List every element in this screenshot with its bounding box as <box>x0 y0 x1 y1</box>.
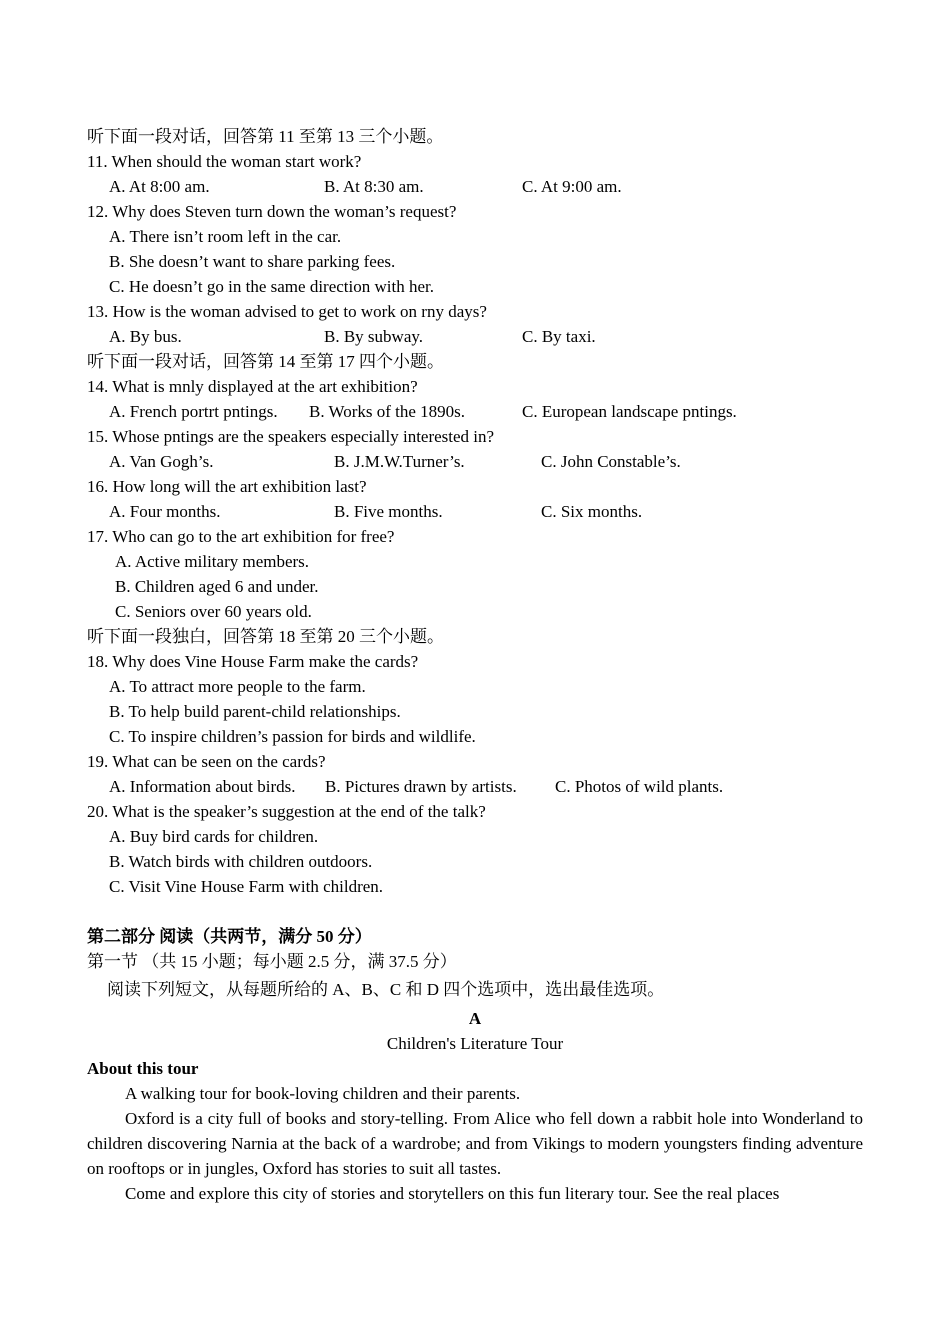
option-c: C. To inspire children’s passion for birds and wildlife. <box>109 727 476 746</box>
option-c: C. Visit Vine House Farm with children. <box>109 877 384 896</box>
option-b: B. She doesn’t want to share parking fees. <box>109 252 396 271</box>
question-18: 18. Why does Vine House Farm make the cards? <box>87 652 419 671</box>
option-b: B. By subway. <box>324 327 424 346</box>
question-15: 15. Whose pntings are the speakers especially interested in? <box>87 427 495 446</box>
question-14-options <box>87 399 863 424</box>
option-b: B. Five months. <box>334 502 443 521</box>
option-a: A. To attract more people to the farm. <box>109 677 366 696</box>
option-b: B. To help build parent-child relationships. <box>109 702 401 721</box>
section-intro-18-20: 听下面一段独白，回答第 18 至第 20 三个小题。 <box>87 627 444 646</box>
question-19: 19. What can be seen on the cards? <box>87 752 326 771</box>
option-b: B. J.M.W.Turner’s. <box>334 452 465 471</box>
option-b: B. Works of the 1890s. <box>309 402 466 421</box>
option-c: C. Seniors over 60 years old. <box>115 602 312 621</box>
option-a: A. By bus. <box>109 327 182 346</box>
option-c: C. He doesn’t go in the same direction with her. <box>109 277 434 296</box>
option-a: A. At 8:00 am. <box>109 177 210 196</box>
question-13: 13. How is the woman advised to get to work on rny days? <box>87 302 487 321</box>
question-14: 14. What is mnly displayed at the art exhibition? <box>87 377 418 396</box>
option-c: C. Photos of wild plants. <box>555 777 724 796</box>
option-a: A. Active military members. <box>115 552 310 571</box>
option-b: B. At 8:30 am. <box>324 177 424 196</box>
part-two-heading: 第二部分 阅读（共两节，满分 50 分） <box>87 927 372 946</box>
option-c: C. European landscape pntings. <box>522 402 737 421</box>
option-c: C. By taxi. <box>522 327 596 346</box>
option-b: B. Children aged 6 and under. <box>115 577 319 596</box>
spacer <box>87 899 863 924</box>
paragraph-1: A walking tour for book-loving children and their parents. <box>125 1084 521 1103</box>
question-13-options <box>87 324 863 349</box>
page-content <box>87 124 863 1206</box>
option-c: C. Six months. <box>541 502 643 521</box>
option-a: A. Van Gogh’s. <box>109 452 214 471</box>
option-b: B. Watch birds with children outdoors. <box>109 852 373 871</box>
passage-letter: A <box>468 1009 482 1028</box>
option-c: C. John Constable’s. <box>541 452 681 471</box>
passage-title: Children's Literature Tour <box>386 1034 564 1053</box>
section-one-subheading: 第一节 （共 15 小题；每小题 2.5 分，满 37.5 分） <box>87 952 457 971</box>
question-12: 12. Why does Steven turn down the woman’s request? <box>87 202 457 221</box>
option-a: A. French portrt pntings. <box>109 402 278 421</box>
option-a: A. Buy bird cards for children. <box>109 827 319 846</box>
question-11: 11. When should the woman start work? <box>87 152 362 171</box>
option-c: C. At 9:00 am. <box>522 177 622 196</box>
reading-instruction: 阅读下列短文，从每题所给的 A、B、C 和 D 四个选项中，选出最佳选项。 <box>107 980 665 999</box>
option-a: A. Information about birds. <box>109 777 296 796</box>
question-16-options <box>87 499 863 524</box>
option-b: B. Pictures drawn by artists. <box>325 777 517 796</box>
option-a: A. Four months. <box>109 502 221 521</box>
question-17: 17. Who can go to the art exhibition for free? <box>87 527 395 546</box>
question-11-options <box>87 174 863 199</box>
section-intro-11-13: 听下面一段对话，回答第 11 至第 13 三个小题。 <box>87 127 444 146</box>
question-19-options <box>87 774 863 799</box>
option-a: A. There isn’t room left in the car. <box>109 227 342 246</box>
paragraph-3: Come and explore this city of stories and storytellers on this fun literary tour. See the real places <box>125 1184 780 1203</box>
question-20: 20. What is the speaker’s suggestion at the end of the talk? <box>87 802 486 821</box>
section-intro-14-17: 听下面一段对话，回答第 14 至第 17 四个小题。 <box>87 352 444 371</box>
question-15-options <box>87 449 863 474</box>
question-16: 16. How long will the art exhibition last? <box>87 477 367 496</box>
paragraph-2: Oxford is a city full of books and story-telling. From Alice who fell down a rabbit hole into Wonderland to children discovering Narnia at the back of a wardrobe; and from Vikings to modern youngsters finding adventure on rooftops or in jungles, Oxford has stories to suit all tastes. <box>87 1109 863 1178</box>
about-tour-heading: About this tour <box>87 1059 199 1078</box>
